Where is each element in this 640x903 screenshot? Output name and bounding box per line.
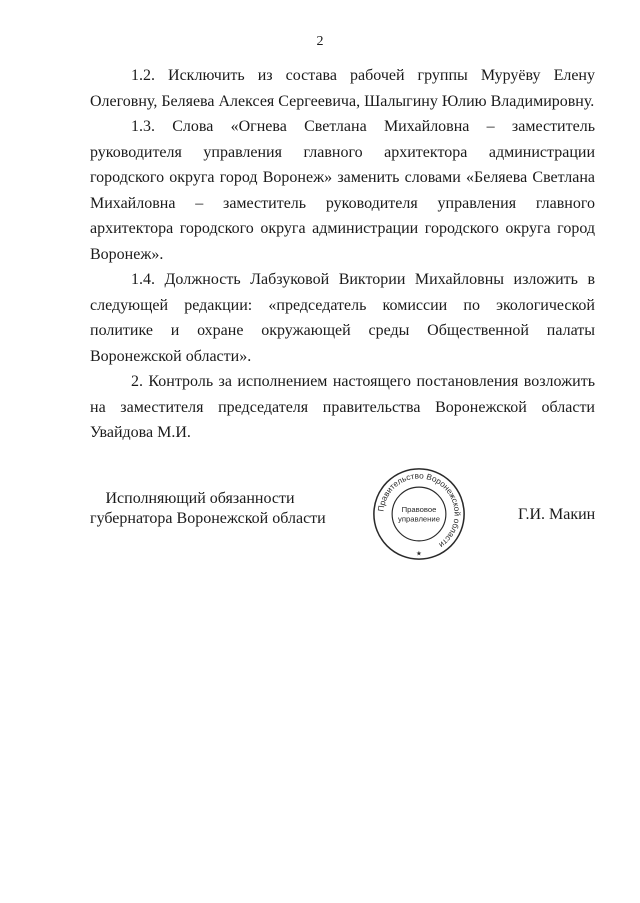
paragraph-1-2: 1.2. Исключить из состава рабочей группы Муруёву Елену Олеговну, Беляева Алексея Сергеевича, Шалыгину Юлию Владимировну. xyxy=(90,67,595,110)
paragraph-1-4: 1.4. Должность Лабзуковой Виктории Михайловны изложить в следующей редакции: «председатель комиссии по экологической политике и охране окружающей среды Общественной палаты Воронежской области». xyxy=(90,271,595,365)
stamp-inner-line-2: управление xyxy=(398,514,440,524)
stamp-star-icon: ★ xyxy=(415,550,423,558)
stamp-seal-icon xyxy=(371,466,467,562)
paragraph-1-3: 1.3. Слова «Огнева Светлана Михайловна – заместитель руководителя управления главного архитектора администрации городского округа город Воронеж» заменить словами «Беляева Светлана Михайловна – заместитель руководителя управления главного архитектора городского округа администрации городского округа город Воронеж». xyxy=(90,118,595,263)
signatory-title-line-1: Исполняющий обязанности xyxy=(105,490,295,507)
paragraph-2: 2. Контроль за исполнением настоящего постановления возложить на заместителя председателя правительства Воронежской области Увайдова М.И. xyxy=(90,373,595,441)
signatory-title xyxy=(90,489,326,529)
document-body xyxy=(90,63,595,446)
signatory-title-line-2: губернатора Воронежской области xyxy=(90,510,326,527)
page-number: 2 xyxy=(316,34,324,49)
official-stamp xyxy=(371,466,467,562)
signatory-name: Г.И. Макин xyxy=(518,506,596,523)
stamp-inner-line-1: Правовое xyxy=(401,505,437,515)
stamp-outer-text: Правительство Воронежской области xyxy=(376,471,462,550)
